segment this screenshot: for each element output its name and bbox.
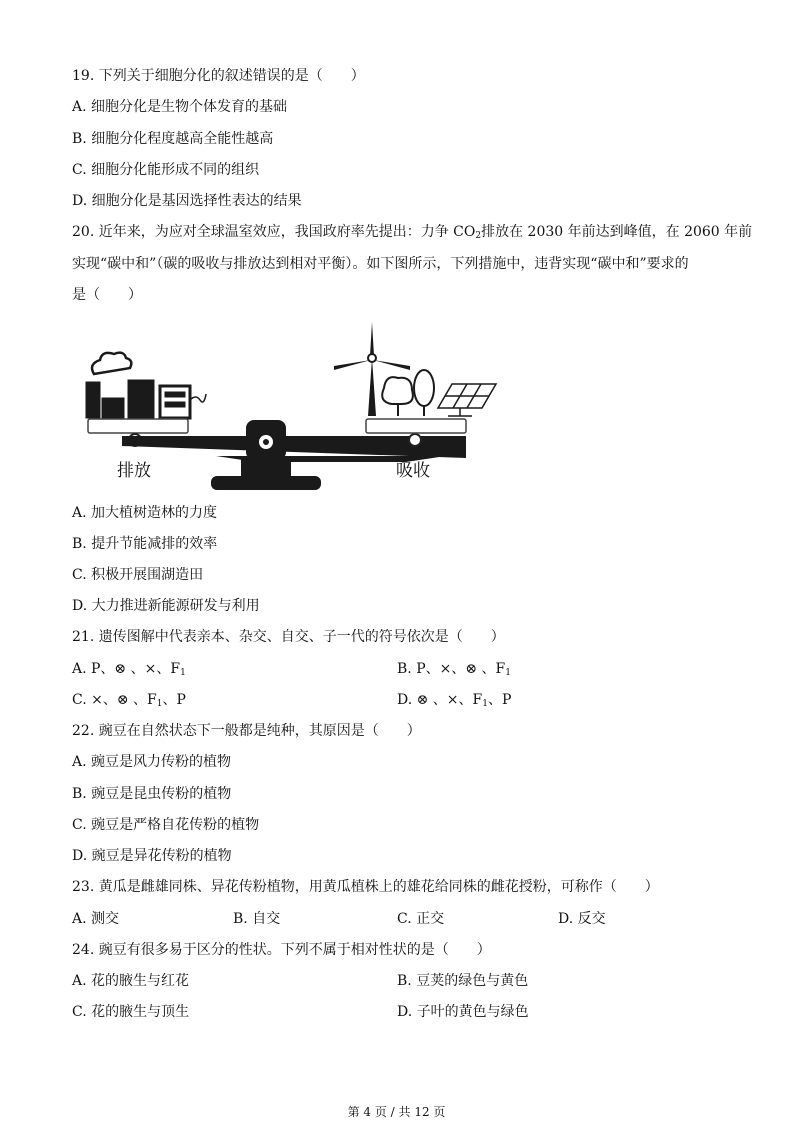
q20-stem-line2: 实现“碳中和”（碳的吸收与排放达到相对平衡）。如下图所示，下列措施中，违背实现“碳中和”要求的 — [72, 256, 689, 272]
q20-stem-line3: 是（ ） — [72, 287, 142, 303]
q19-option-a: A. 细胞分化是生物个体发育的基础 — [72, 99, 288, 115]
q21-option-a-sub: 1 — [180, 668, 186, 678]
q21-option-d — [397, 690, 511, 714]
q21-option-b-text: B. P、×、⊗ 、F — [397, 661, 506, 677]
q21-option-b-sub: 1 — [505, 668, 511, 678]
solar-panel-icon — [438, 384, 496, 416]
q20-stem-line1 — [72, 222, 752, 246]
q21-option-c-sub: 1 — [156, 699, 163, 709]
q21-option-c-text: C. ×、⊗ 、F — [72, 692, 157, 708]
q21-option-d-tail: 、P — [488, 692, 512, 708]
q21-option-d-text: D. ⊗ 、×、F — [397, 692, 483, 708]
q21-option-c-tail: 、P — [162, 692, 186, 708]
emission-label: 排放 — [117, 461, 151, 480]
q20-option-d: D. 大力推进新能源研发与利用 — [72, 598, 260, 614]
q24-option-a: A. 花的腋生与红花 — [72, 973, 190, 989]
q19-option-b: B. 细胞分化程度越高全能性越高 — [72, 131, 274, 147]
q20-option-b: B. 提升节能减排的效率 — [72, 536, 218, 552]
left-pan — [88, 419, 188, 433]
q23-option-b: B. 自交 — [233, 911, 281, 927]
q23-option-d: D. 反交 — [558, 911, 606, 927]
co2-subscript: 2 — [475, 231, 482, 241]
q23-option-a: A. 测交 — [72, 911, 120, 927]
q24-stem: 24. 豌豆有很多易于区分的性状。下列不属于相对性状的是（ ） — [72, 942, 491, 958]
q24-option-c: C. 花的腋生与顶生 — [72, 1004, 190, 1020]
q20-stem-part-b: 排放在 2030 年前达到峰值，在 2060 年前 — [481, 224, 753, 240]
q19-stem: 19. 下列关于细胞分化的叙述错误的是（ ） — [72, 68, 365, 84]
factory-icon — [86, 353, 206, 418]
q24-option-d: D. 子叶的黄色与绿色 — [397, 1004, 529, 1020]
q21-option-c — [72, 690, 186, 714]
carbon-balance-scale-figure — [76, 316, 506, 496]
page-footer: 第 4 页 / 共 12 页 — [347, 1105, 446, 1119]
q22-option-a: A. 豌豆是风力传粉的植物 — [72, 754, 232, 770]
scale-base — [211, 476, 321, 490]
q21-option-a — [72, 659, 186, 683]
absorption-label: 吸收 — [396, 461, 430, 480]
q21-option-d-sub: 1 — [482, 699, 488, 709]
q22-option-d: D. 豌豆是异花传粉的植物 — [72, 848, 232, 864]
q21-option-b — [397, 659, 511, 683]
q20-option-c: C. 积极开展围湖造田 — [72, 567, 204, 583]
right-pan — [366, 419, 466, 433]
q20-stem-part-a: 20. 近年来，为应对全球温室效应，我国政府率先提出：力争 CO — [72, 224, 476, 240]
q24-option-b: B. 豆荚的绿色与黄色 — [397, 973, 529, 989]
q20-option-a: A. 加大植树造林的力度 — [72, 505, 218, 521]
trees-icon — [382, 370, 434, 416]
q21-option-a-text: A. P、⊗ 、×、F — [72, 661, 181, 677]
q22-option-c: C. 豌豆是严格自花传粉的植物 — [72, 817, 260, 833]
q21-stem: 21. 遗传图解中代表亲本、杂交、自交、子一代的符号依次是（ ） — [72, 629, 505, 645]
q23-option-c: C. 正交 — [397, 911, 445, 927]
right-pivot — [409, 434, 421, 446]
q23-stem: 23. 黄瓜是雌雄同株、异花传粉植物，用黄瓜植株上的雄花给同株的雌花授粉，可称作（ ） — [72, 879, 659, 895]
q19-option-c: C. 细胞分化能形成不同的组织 — [72, 162, 260, 178]
q19-option-d: D. 细胞分化是基因选择性表达的结果 — [72, 193, 302, 209]
q22-stem: 22. 豌豆在自然状态下一般都是纯种，其原因是（ ） — [72, 723, 421, 739]
q22-option-b: B. 豌豆是昆虫传粉的植物 — [72, 786, 232, 802]
